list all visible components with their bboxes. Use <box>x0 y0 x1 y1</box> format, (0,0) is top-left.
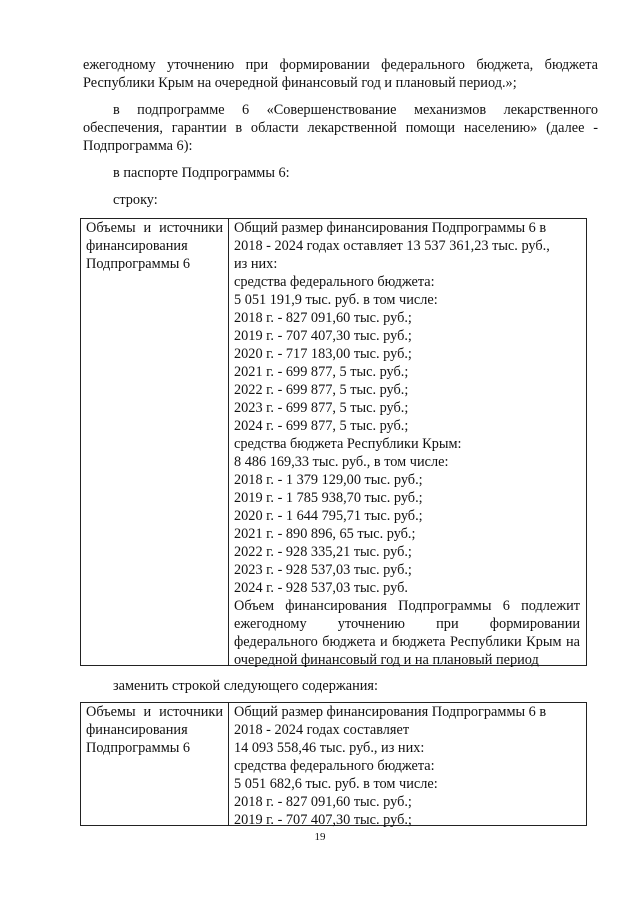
value-line: 2019 г. - 707 407,30 тыс. руб.; <box>234 812 412 828</box>
value-line: 2018 - 2024 годах оставляет 13 537 361,23 тыс. руб., <box>234 238 550 254</box>
table-cell-value <box>229 703 586 828</box>
value-line: 2018 г. - 1 379 129,00 тыс. руб.; <box>234 472 423 488</box>
value-line: 2023 г. - 928 537,03 тыс. руб.; <box>234 562 412 578</box>
value-line: 2018 г. - 827 091,60 тыс. руб.; <box>234 310 412 326</box>
table-cell-label <box>81 703 229 825</box>
value-line: 2021 г. - 890 896, 65 тыс. руб.; <box>234 526 416 542</box>
value-line: средства федерального бюджета: <box>234 274 435 290</box>
value-line: 2023 г. - 699 877, 5 тыс. руб.; <box>234 400 409 416</box>
page-number: 19 <box>314 831 326 843</box>
paragraph-subprogram-6: в подпрограмме 6 «Совершенствование механизмов лекарственного обеспечения, гарантии в области лекарственной помощи населению» (далее - Подпрограмма 6): <box>83 102 598 154</box>
value-line: Общий размер финансирования Подпрограммы 6 в <box>234 220 547 236</box>
value-line: 2019 г. - 1 785 938,70 тыс. руб.; <box>234 490 423 506</box>
value-line: 14 093 558,46 тыс. руб., из них: <box>234 740 425 756</box>
value-line: 8 486 169,33 тыс. руб., в том числе: <box>234 454 449 470</box>
row-label: Объемы и источники финансирования Подпрограммы 6 <box>86 220 223 272</box>
paragraph-passport: в паспорте Подпрограммы 6: <box>113 165 290 181</box>
value-line: 5 051 682,6 тыс. руб. в том числе: <box>234 776 438 792</box>
value-line: 2021 г. - 699 877, 5 тыс. руб.; <box>234 364 409 380</box>
value-line: 2024 г. - 928 537,03 тыс. руб. <box>234 580 408 596</box>
paragraph-row-label: строку: <box>113 192 158 208</box>
value-line: 2022 г. - 699 877, 5 тыс. руб.; <box>234 382 409 398</box>
value-line: 2018 - 2024 годах составляет <box>234 722 410 738</box>
value-line: средства бюджета Республики Крым: <box>234 436 462 452</box>
paragraph-replace: заменить строкой следующего содержания: <box>113 678 378 694</box>
funding-table-new <box>80 702 587 826</box>
value-line: Общий размер финансирования Подпрограммы 6 в <box>234 704 547 720</box>
value-line: из них: <box>234 256 278 272</box>
table-cell-value <box>229 219 586 668</box>
funding-note: Объем финансирования Подпрограммы 6 подлежит ежегодному уточнению при формировании федерального бюджета и бюджета Республики Крым на очередной финансовый год и на плановый период <box>234 598 580 668</box>
value-line: 2019 г. - 707 407,30 тыс. руб.; <box>234 328 412 344</box>
paragraph-continuation: ежегодному уточнению при формировании федерального бюджета, бюджета Республики Крым на очередной финансовый год и плановый период.»; <box>83 57 598 91</box>
value-line: 2020 г. - 1 644 795,71 тыс. руб.; <box>234 508 423 524</box>
funding-table-old <box>80 218 587 666</box>
table-cell-label <box>81 219 229 665</box>
value-line: средства федерального бюджета: <box>234 758 435 774</box>
value-line: 2024 г. - 699 877, 5 тыс. руб.; <box>234 418 409 434</box>
value-line: 2022 г. - 928 335,21 тыс. руб.; <box>234 544 412 560</box>
row-label: Объемы и источники финансирования Подпрограммы 6 <box>86 704 223 756</box>
value-line: 2018 г. - 827 091,60 тыс. руб.; <box>234 794 412 810</box>
value-line: 2020 г. - 717 183,00 тыс. руб.; <box>234 346 412 362</box>
value-line: 5 051 191,9 тыс. руб. в том числе: <box>234 292 438 308</box>
